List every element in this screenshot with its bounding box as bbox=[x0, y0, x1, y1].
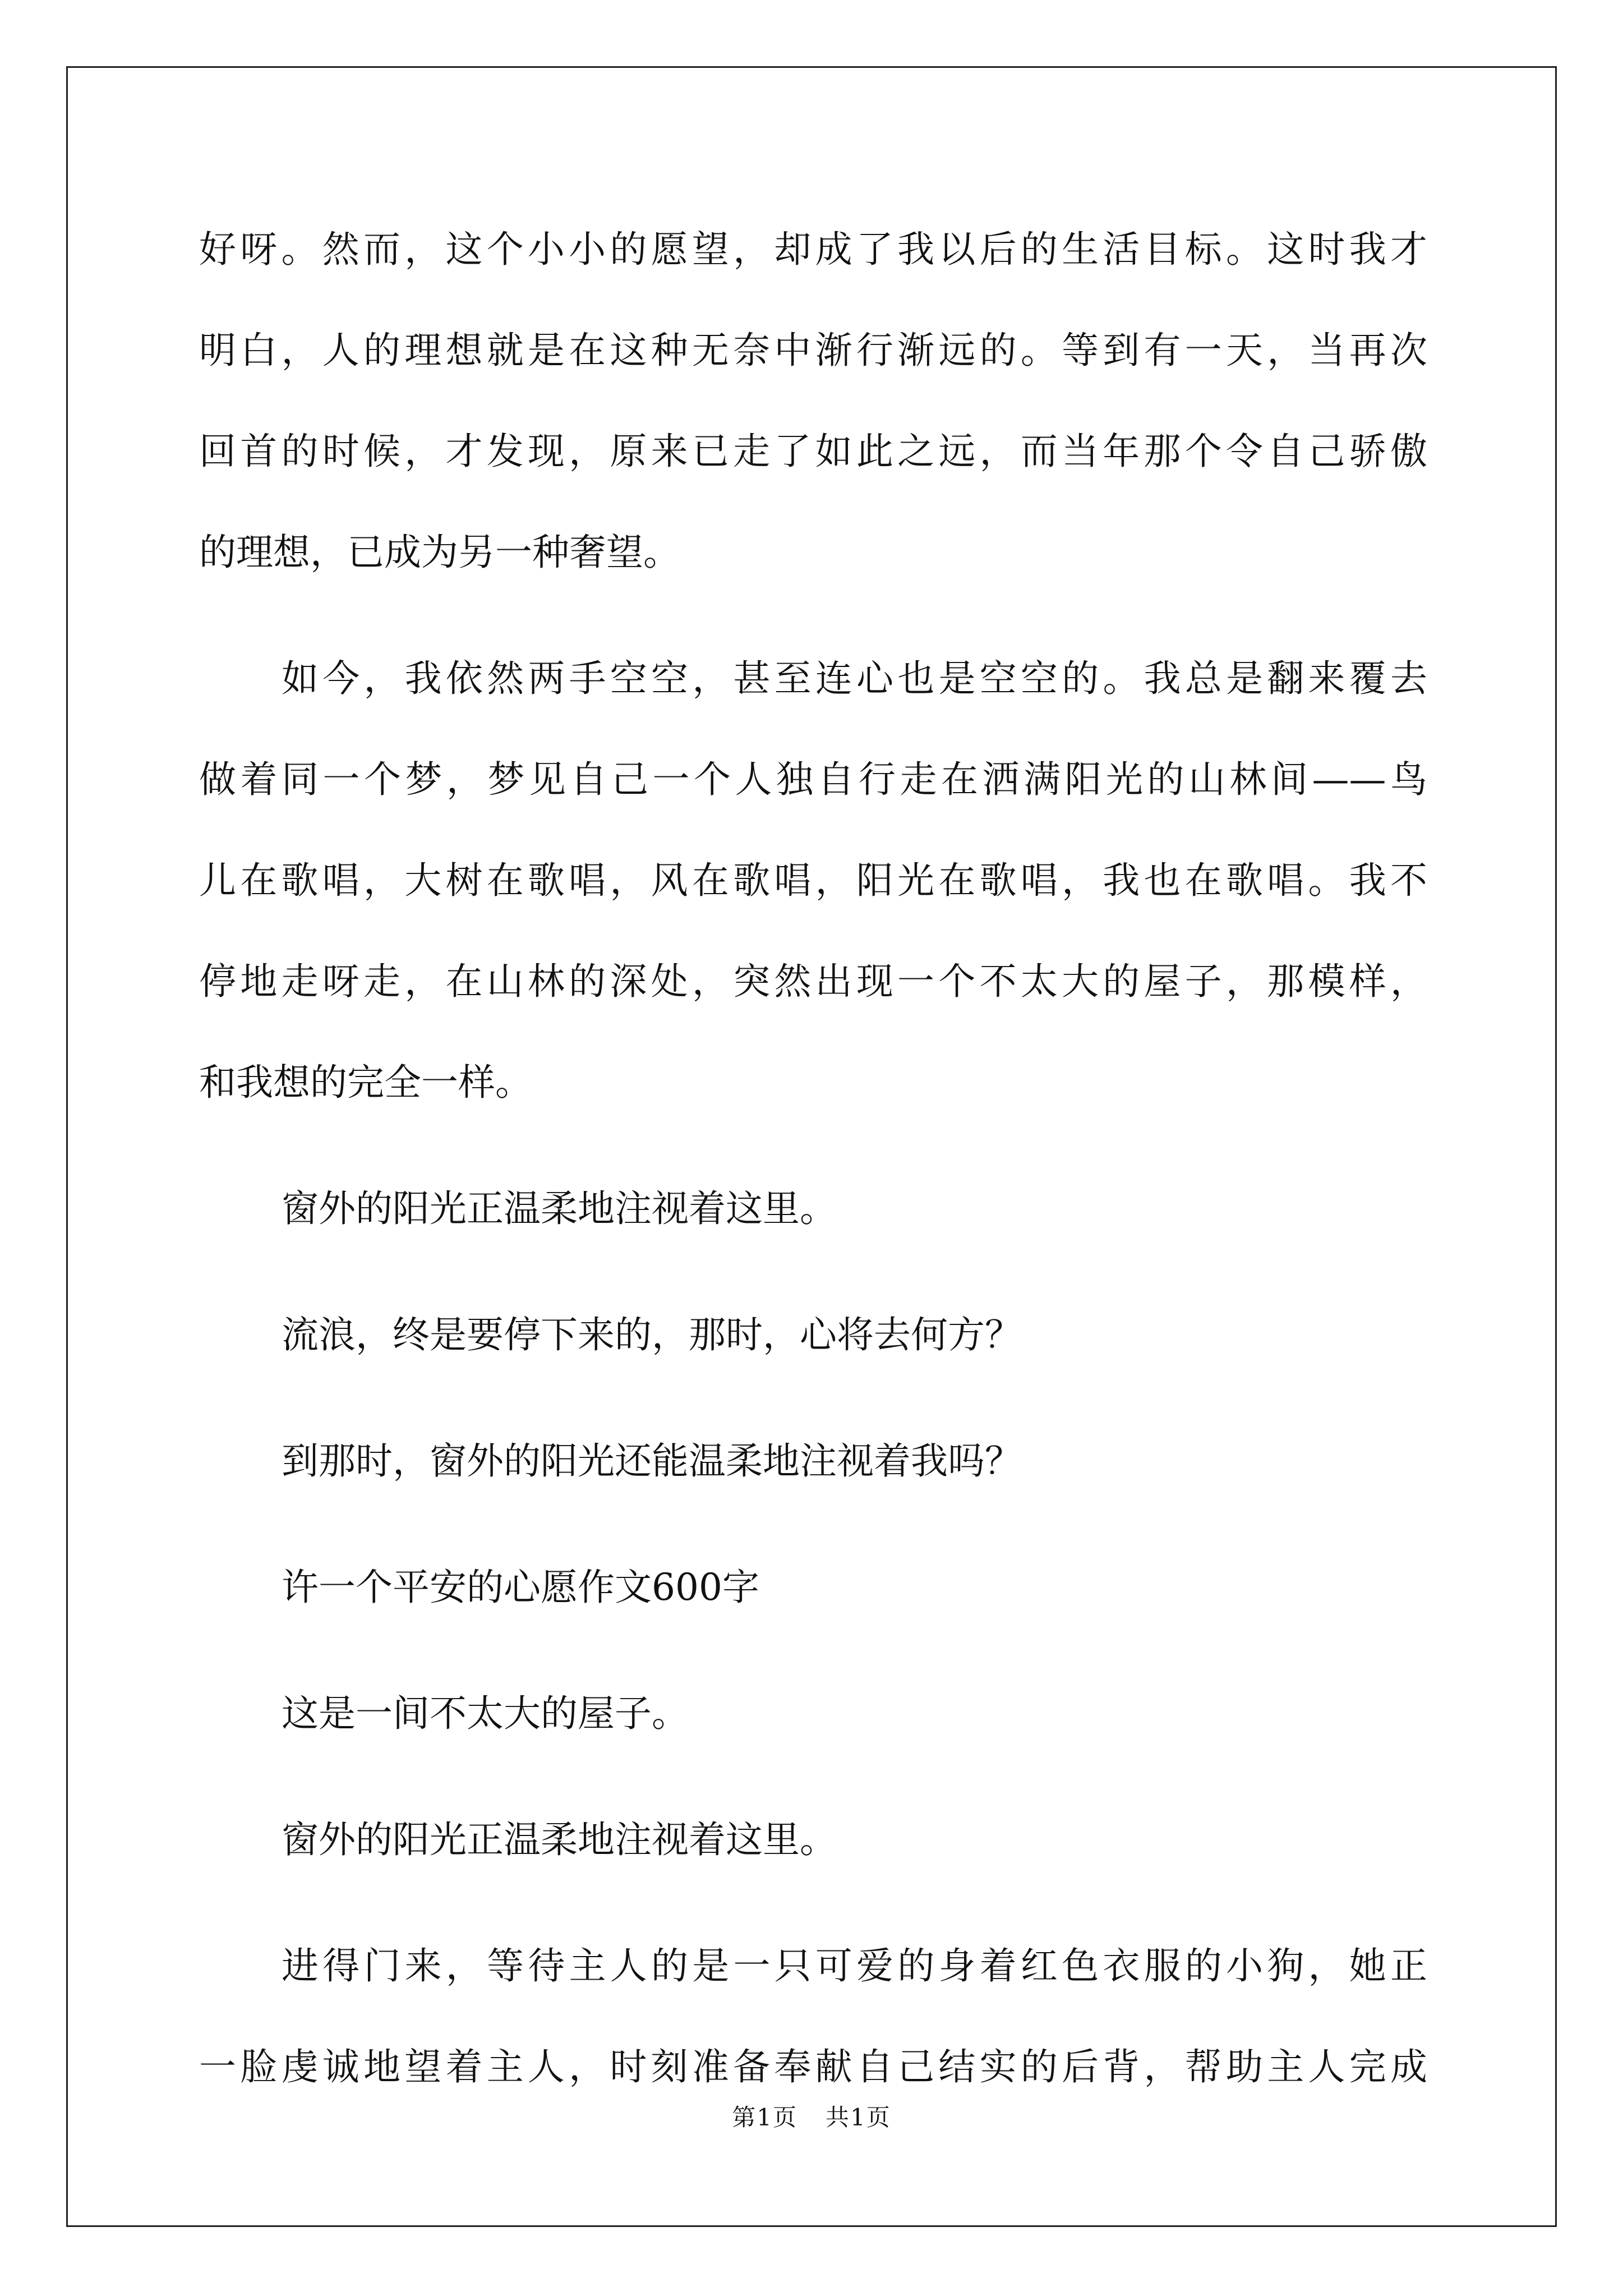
paragraph bbox=[199, 1411, 1427, 1512]
text-line: 停地走呀走，在山林的深处，突然出现一个不太大的屋子，那模样， bbox=[199, 960, 1427, 1003]
text-line: 这是一间不太大的屋子。 bbox=[282, 1692, 689, 1735]
text-line: 明白，人的理想就是在这种无奈中渐行渐远的。等到有一天，当再次 bbox=[199, 329, 1427, 372]
paragraph bbox=[199, 1285, 1427, 1386]
paragraph bbox=[199, 628, 1427, 1133]
text-line: 好呀。然而，这个小小的愿望，却成了我以后的生活目标。这时我才 bbox=[199, 228, 1427, 271]
text-line: 和我想的完全一样。 bbox=[199, 1061, 532, 1104]
text-line: 许一个平安的心愿作文600字 bbox=[282, 1566, 759, 1609]
paragraph bbox=[199, 1537, 1427, 1638]
page-total: 共1页 bbox=[826, 2104, 891, 2131]
text-line: 进得门来，等待主人的是一只可爱的身着红色衣服的小狗，她正 bbox=[282, 1944, 1427, 1987]
text-line: 的理想，已成为另一种奢望。 bbox=[199, 531, 680, 574]
text-line: 做着同一个梦，梦见自己一个人独自行走在洒满阳光的山林间——鸟 bbox=[199, 758, 1427, 801]
page-footer bbox=[0, 2101, 1623, 2134]
document-body bbox=[199, 199, 1427, 2118]
text-line: 儿在歌唱，大树在歌唱，风在歌唱，阳光在歌唱，我也在歌唱。我不 bbox=[199, 859, 1427, 902]
text-line: 流浪，终是要停下来的，那时，心将去何方？ bbox=[282, 1313, 1022, 1356]
page-number: 第1页 bbox=[732, 2104, 797, 2131]
text-line: 窗外的阳光正温柔地注视着这里。 bbox=[282, 1187, 837, 1230]
paragraph bbox=[199, 199, 1427, 603]
paragraph bbox=[199, 1158, 1427, 1259]
text-line: 窗外的阳光正温柔地注视着这里。 bbox=[282, 1818, 837, 1861]
paragraph bbox=[199, 1789, 1427, 1890]
text-line: 回首的时候，才发现，原来已走了如此之远，而当年那个令自己骄傲 bbox=[199, 430, 1427, 473]
paragraph bbox=[199, 1663, 1427, 1764]
text-line: 如今，我依然两手空空，甚至连心也是空空的。我总是翻来覆去 bbox=[282, 657, 1427, 700]
paragraph bbox=[199, 1916, 1427, 2118]
text-line: 一脸虔诚地望着主人，时刻准备奉献自己结实的后背，帮助主人完成 bbox=[199, 2045, 1427, 2088]
text-line: 到那时，窗外的阳光还能温柔地注视着我吗？ bbox=[282, 1439, 1022, 1483]
